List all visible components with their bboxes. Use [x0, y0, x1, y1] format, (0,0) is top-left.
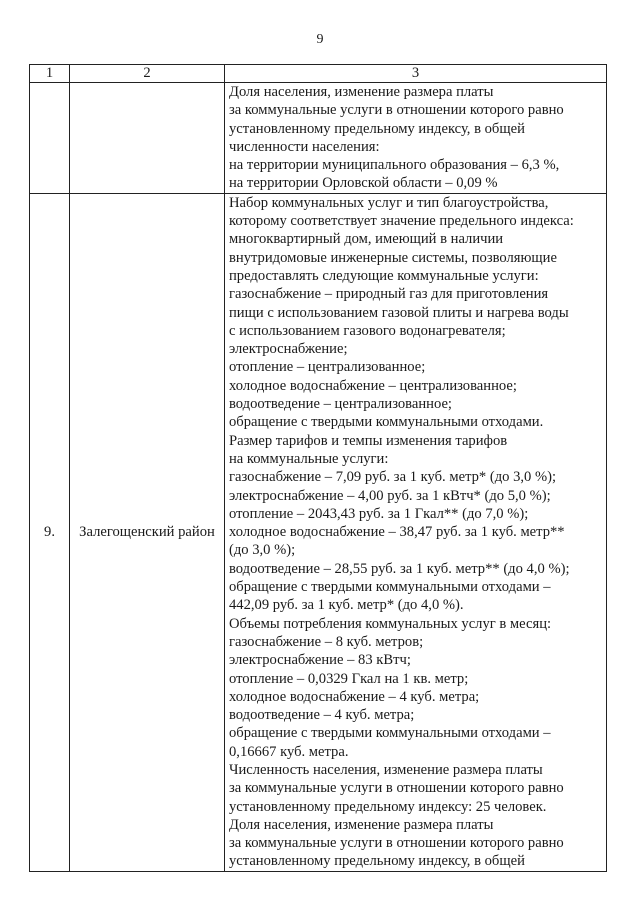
text-line: Доля населения, изменение размера платы: [229, 816, 494, 833]
header-col-1: 1: [30, 65, 70, 83]
text-line: которому соответствует значение предельного индекса:: [229, 213, 574, 230]
text-line: Доля населения, изменение размера платы: [229, 84, 494, 100]
text-line: (до 3,0 %);: [229, 542, 296, 559]
text-line: газоснабжение – природный газ для приготовления: [229, 286, 549, 303]
text-line: на территории Орловской области – 0,09 %: [229, 175, 498, 192]
text-line: отопление – централизованное;: [229, 359, 426, 376]
text-line: газоснабжение – 7,09 руб. за 1 куб. метр* (до 3,0 %);: [229, 469, 557, 486]
text-line: на территории муниципального образования – 6,3 %,: [229, 157, 560, 174]
text-line: многоквартирный дом, имеющий в наличии: [229, 231, 504, 248]
text-line: обращение с твердыми коммунальными отходами –: [229, 725, 551, 742]
text-line: за коммунальные услуги в отношении которого равно: [229, 835, 564, 852]
cell-district-empty: [70, 83, 225, 194]
text-line: установленному предельному индексу: 25 человек.: [229, 798, 547, 815]
page-number: 9: [316, 32, 324, 47]
row-number: 9.: [30, 193, 70, 871]
text-line: пищи с использованием газовой плиты и нагрева воды: [229, 304, 569, 321]
text-line: холодное водоснабжение – 38,47 руб. за 1 куб. метр**: [229, 524, 565, 541]
text-line: холодное водоснабжение – централизованное;: [229, 377, 517, 394]
text-line: холодное водоснабжение – 4 куб. метра;: [229, 688, 480, 705]
text-line: за коммунальные услуги в отношении которого равно: [229, 102, 564, 119]
text-line: электроснабжение – 4,00 руб. за 1 кВтч* (до 5,0 %);: [229, 487, 551, 504]
text-line: водоотведение – 28,55 руб. за 1 куб. метр** (до 4,0 %);: [229, 560, 570, 577]
cell-description: [225, 83, 607, 194]
text-line: водоотведение – централизованное;: [229, 396, 452, 413]
text-line: Набор коммунальных услуг и тип благоустройства,: [229, 194, 549, 211]
header-col-2: 2: [70, 65, 225, 83]
cell-description: [225, 193, 607, 871]
text-line: численности населения:: [229, 138, 380, 155]
text-line: 0,16667 куб. метра.: [229, 743, 349, 760]
text-line: Размер тарифов и темпы изменения тарифов: [229, 432, 508, 449]
text-line: Объемы потребления коммунальных услуг в месяц:: [229, 615, 552, 632]
text-line: предоставлять следующие коммунальные услуги:: [229, 267, 539, 284]
district-name: Залегощенский район: [70, 193, 225, 871]
text-line: водоотведение – 4 куб. метра;: [229, 707, 415, 724]
text-line: обращение с твердыми коммунальными отходами –: [229, 579, 551, 596]
text-line: с использованием газового водонагревателя;: [229, 322, 506, 339]
text-line: 442,09 руб. за 1 куб. метр* (до 4,0 %).: [229, 597, 464, 614]
cell-number-empty: [30, 83, 70, 194]
text-line: отопление – 2043,43 руб. за 1 Гкал** (до 7,0 %);: [229, 505, 529, 522]
text-line: за коммунальные услуги в отношении которого равно: [229, 780, 564, 797]
table-row-continuation: [30, 83, 607, 194]
text-line: установленному предельному индексу, в общей: [229, 853, 525, 870]
text-line: обращение с твердыми коммунальными отходами.: [229, 414, 544, 431]
header-col-3: 3: [225, 65, 607, 83]
text-line: Численность населения, изменение размера платы: [229, 761, 543, 778]
document-table: [29, 64, 607, 872]
text-line: внутридомовые инженерные системы, позволяющие: [229, 249, 557, 266]
table-header-row: [30, 65, 607, 83]
text-line: газоснабжение – 8 куб. метров;: [229, 633, 424, 650]
text-line: электроснабжение – 83 кВтч;: [229, 652, 411, 669]
text-line: отопление – 0,0329 Гкал на 1 кв. метр;: [229, 670, 469, 687]
text-line: на коммунальные услуги:: [229, 450, 389, 467]
text-line: электроснабжение;: [229, 341, 348, 358]
text-line: установленному предельному индексу, в общей: [229, 120, 525, 137]
table-row-9: [30, 193, 607, 871]
